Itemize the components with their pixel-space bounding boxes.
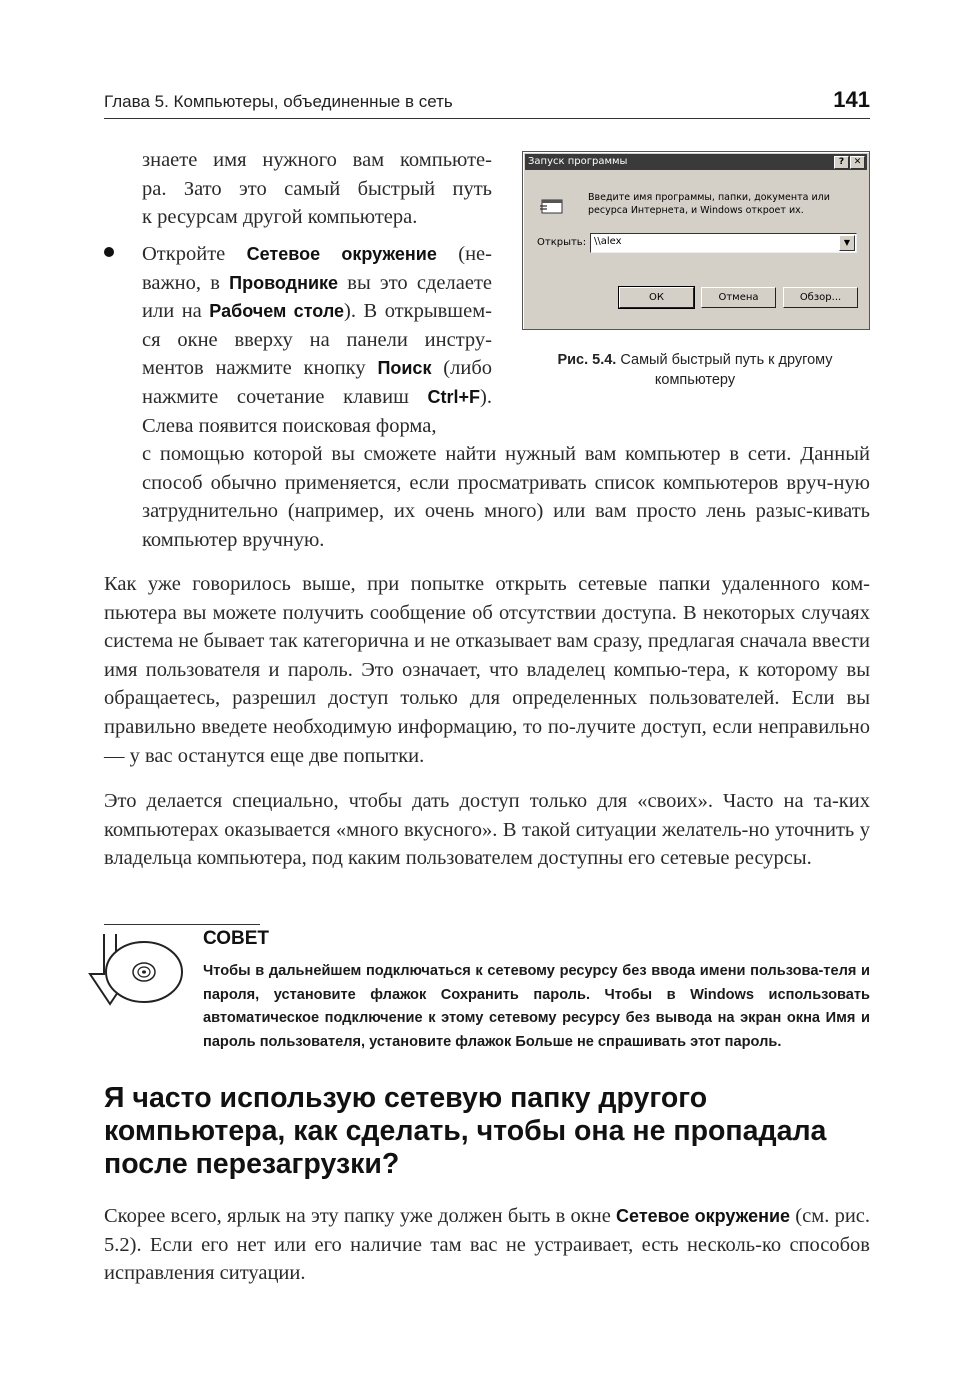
intro-line: ра. Зато это самый быстрый путь — [142, 177, 492, 200]
tip-divider — [104, 924, 260, 925]
dialog-titlebar — [525, 154, 867, 170]
bullet-text: ). Слева появится поисковая форма, — [142, 385, 492, 437]
figure-number: Рис. 5.4. — [557, 352, 617, 368]
dropdown-arrow-icon[interactable]: ▼ — [839, 235, 855, 251]
section-heading: Я часто использую сетевую папку другого компьютера, как сделать, чтобы она не пропадала после перезагрузки? — [104, 1082, 827, 1180]
open-value[interactable]: \\alex — [594, 236, 622, 247]
term-explorer: Проводнике — [229, 272, 339, 293]
bullet-text: (либо нажмите сочетание клавиш — [142, 357, 492, 408]
bullet-text: вы это сделаете или на — [142, 271, 492, 323]
bullet-text: (не-важно, в — [142, 243, 492, 294]
run-icon — [539, 196, 565, 216]
browse-button[interactable]: Обзор... — [783, 287, 858, 308]
ok-button[interactable]: ОК — [619, 287, 694, 308]
intro-line: знаете имя нужного вам компьюте- — [142, 149, 492, 171]
term-network: Сетевое окружение — [246, 244, 437, 264]
figure-caption-text: Самый быстрый путь к другому компьютеру — [616, 352, 833, 388]
chapter-title: Глава 5. Компьютеры, объединенные в сеть — [104, 92, 453, 111]
tip-text: Чтобы в дальнейшем подключаться к сетевому ресурсу без ввода имени пользова-теля и пароля, установите флажок Сохранить пароль. Чтобы в Windows использовать автоматическое подключение к этому сетевому ресурсу без вывода на экран окна Имя и пароль пользователя, установите флажок Больше не спрашивать этот пароль. — [203, 963, 870, 1050]
cancel-button[interactable]: Отмена — [701, 287, 776, 308]
term-network: Сетевое окружение — [616, 1206, 791, 1226]
figure-caption — [530, 350, 860, 390]
term-search: Поиск — [377, 358, 432, 379]
intro-text — [142, 146, 492, 232]
paragraph-special: Это делается специально, чтобы дать доступ только для «своих». Часто на та-ких компьютерах оказывается «много вкусного». В такой ситуации желатель-но уточнить у владельца компьютера, под каким пользователем доступны его сетевые ресурсы. — [104, 790, 870, 870]
paragraph-final — [104, 1202, 870, 1288]
page-number: 141 — [833, 87, 870, 112]
term-desktop: Рабочем столе — [209, 301, 345, 322]
run-dialog — [522, 151, 870, 330]
close-button[interactable]: ✕ — [850, 156, 865, 169]
open-label: Открыть: — [537, 237, 587, 248]
paragraph-access: Как уже говорилось выше, при попытке открыть сетевые папки удаленного ком-пьютера вы можете получить сообщение об отсутствии доступа. В некоторых случаях система не бывает так категорична и не отказывает вам сразу, предлагая сначала ввести имя пользователя и пароль. Это означает, что владелец компью-тера, к которому вы обращаетесь, разрешил доступ только для определенных пользователей. Если вы правильно введете необходимую информацию, то по-лучите доступ, если неправильно — у вас останутся еще две попытки. — [104, 573, 870, 767]
bullet-continuation: с помощью которой вы сможете найти нужный вам компьютер в сети. Данный способ обычно применяется, если просматривать список компьютеров вруч-ную затруднительно (например, их очень много) или вам просто лень разыс-кивать компьютер вручную. — [142, 443, 870, 551]
dialog-description: Введите имя программы, папки, документа или ресурса Интернета, и Windows откроет их. — [588, 192, 830, 216]
cd-tip-icon — [86, 932, 186, 1008]
open-combobox[interactable] — [590, 233, 857, 253]
help-button[interactable]: ? — [834, 156, 849, 169]
bullet-text: ). В открывшем-ся окне вверху на панели инстру-ментов нажмите кнопку — [142, 300, 492, 380]
bullet-text: Откройте — [142, 243, 247, 265]
final-text: (см. рис. 5.2). Если его нет или его наличие там вас не устраивает, есть несколь-ко способов исправления ситуации. — [104, 1205, 871, 1285]
bullet-marker — [104, 247, 114, 257]
term-shortcut: Ctrl+F — [427, 386, 481, 407]
dialog-title: Запуск программы — [528, 156, 628, 167]
bullet-paragraph — [142, 240, 492, 440]
intro-line: к ресурсам другой компьютера. — [142, 206, 418, 229]
running-header — [104, 86, 870, 119]
final-text: Скорее всего, ярлык на эту папку уже должен быть в окне — [104, 1205, 617, 1227]
tip-title: СОВЕТ — [203, 928, 270, 949]
